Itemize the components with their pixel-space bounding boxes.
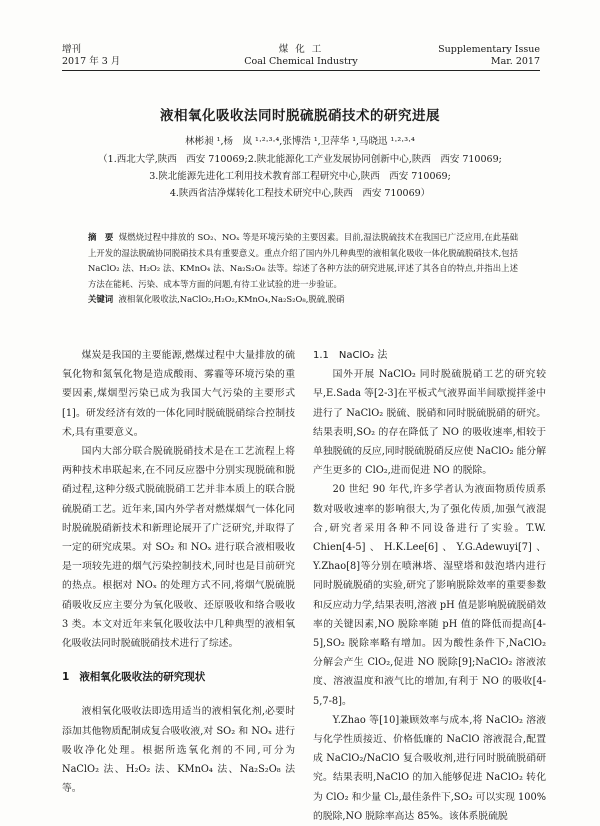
abstract [88,230,518,292]
body-paragraph: Y.Zhao 等[10]兼顾效率与成本,将 NaClO₂ 溶液与化学性质接近、价格低廉的 NaClO 溶液混合,配置成 NaClO₂/NaClO 复合吸收剂,进行同时脱硫脱硝研究。结果表明,NaClO 的加入能够促进 NaClO₂ 转化为 ClO₂ 和少量 Cl₂,最佳条件下,SO₂ 可以实现 100%的脱除,NO 脱除率高达 85%。该体系脱硫脱 [313,714,546,822]
affiliations [0,151,600,202]
section-title: 液相氧化吸收法的研究现状 [79,671,206,684]
abstract-text: 煤燃烧过程中排放的 SO₂、NOₓ 等是环境污染的主要因素。目前,湿法脱硫技术在我国已广泛应用,在此基础上开发的湿法脱硫协同脱硝技术具有重要意义。重点介绍了国内外几种典型的液相氧化吸收一体化脱硫脱硝技术,包括 NaClO₂ 法、H₂O₂ 法、KMnO₄ 法、Na₂S₂O₈ 法等。综述了各种方法的研究进展,评述了其各自的特点,并指出上述方法在能耗、污染、成本等方面的问题,有待工业试验的进一步验证。 [88,232,518,289]
left-column [62,346,295,798]
abstract-block [88,230,518,308]
affiliation-line: 3.陕北能源先进化工利用技术教育部工程研究中心,陕西 西安 710069; [149,171,451,182]
header-date-cn: 2017 年 3 月 [62,56,121,67]
journal-name-cn: 煤 化 工 [278,44,324,55]
author-list: 林彬昶 ¹,杨 岚 ¹·²·³·⁴,张博浩 ¹,卫萍华 ¹,马晓迅 ¹·²·³·⁴ [185,136,415,147]
abstract-label: 摘 要 [88,232,114,242]
affiliation-line: （1.西北大学,陕西 西安 710069;2.陕北能源化工产业发展协同创新中心,陕西 西安 710069; [98,154,502,165]
keywords-label: 关键词 [88,294,114,304]
subsection-number: 1.1 [313,350,329,361]
body-paragraph: 国内大部分联合脱硫脱硝技术是在工艺流程上将两种技术串联起来,在不同反应器中分别实现脱硫和脱硝过程,这种分级式脱硫脱硝工艺并非本质上的联合脱硫脱硝工艺。近年来,国内外学者对燃煤烟气一体化同时脱硫脱硝新技术和新理论展开了广泛研究,并取得了一定的研究成果。对 SO₂ 和 NOₓ 进行联合液相吸收是一项较先进的烟气污染控制技术,同时也是目前研究的热点。根据对 NOₓ 的处理方式不同,将烟气脱硫脱硝吸收反应主要分为氧化吸收、还原吸收和络合吸收 3 类。本文对近年来氧化吸收法中几种典型的液相氧化吸收法同时脱硫脱硝技术进行了综述。 [62,446,295,650]
affiliation-line: 4.陕西省洁净煤转化工程技术研究中心,陕西 西安 710069） [169,188,431,199]
header-date-en: Mar. 2017 [490,56,540,67]
header-right [438,44,540,68]
body-paragraph: 液相氧化吸收法即选用适当的液相氧化剂,必要时添加其他物质配制成复合吸收液,对 SO₂ 和 NOₓ 进行吸收净化处理。根据所选氧化剂的不同,可分为 NaClO₂ 法、H₂O₂ 法、KMnO₄ 法、Na₂S₂O₈ 法等。 [62,706,295,795]
header-issue: 增刊 [62,44,82,55]
subsection-heading [313,346,546,365]
header-supplement: Supplementary Issue [438,44,540,55]
body-paragraph: 国外开展 NaClO₂ 同时脱硫脱硝工艺的研究较早,E.Sada 等[2-3]在平板式气液界面半间歇搅拌釜中进行了 NaClO₂ 脱硫、脱硝和同时脱硫脱硝的研究。结果表明,SO₂ 的存在降低了 NO 的吸收速率,相较于单独脱硫的反应,同时脱硫脱硝反应使 NaClO₂ 能分解产生更多的 ClO₂,进而促进 NO 的脱除。 [313,369,546,477]
running-header [62,44,540,72]
paper-title: 液相氧化吸收法同时脱硫脱硝技术的研究进展 [160,108,440,124]
right-column [313,346,546,826]
journal-name-en: Coal Chemical Industry [244,56,358,67]
header-rule [62,70,540,71]
section-heading [62,668,295,687]
keywords [88,292,518,308]
section-number: 1 [62,671,70,684]
body-paragraph: 20 世纪 90 年代,许多学者认为液面物质传质系数对吸收速率的影响很大,为了强化传质,加强气液混合,研究者采用各种不同设备进行了实验。T.W. Chien[4-5]、H.K.Lee[6]、Y.G.Adewuyi[7]、Y.Zhao[8]等分别在喷淋塔、湿壁塔和鼓泡塔内进行同时脱硫脱硝的实验,研究了影响脱除效率的重要参数和反应动力学,结果表明,溶液 pH 值是影响脱硫脱硝效率的关键因素,NO 脱除率随 pH 值的降低而提高[4-5],SO₂ 脱除率略有增加。因为酸性条件下,NaClO₂ 分解会产生 ClO₂,促进 NO 脱除[9];NaClO₂ 溶液浓度、溶液温度和液气比的增加,有利于 NO 的吸收[4-5,7-8]。 [313,484,547,707]
subsection-title: NaClO₂ 法 [338,350,388,361]
keywords-text: 液相氧化吸收法,NaClO₂,H₂O₂,KMnO₄,Na₂S₂O₈,脱硫,脱硝 [118,294,345,304]
body-paragraph: 煤炭是我国的主要能源,燃煤过程中大量排放的硫氧化物和氮氧化物是造成酸雨、雾霾等环境污染的重要因素,煤烟型污染已成为我国大气污染的主要形式[1]。研发经济有效的一体化同时脱硫脱硝综合控制技术,具有重要意义。 [62,350,295,438]
